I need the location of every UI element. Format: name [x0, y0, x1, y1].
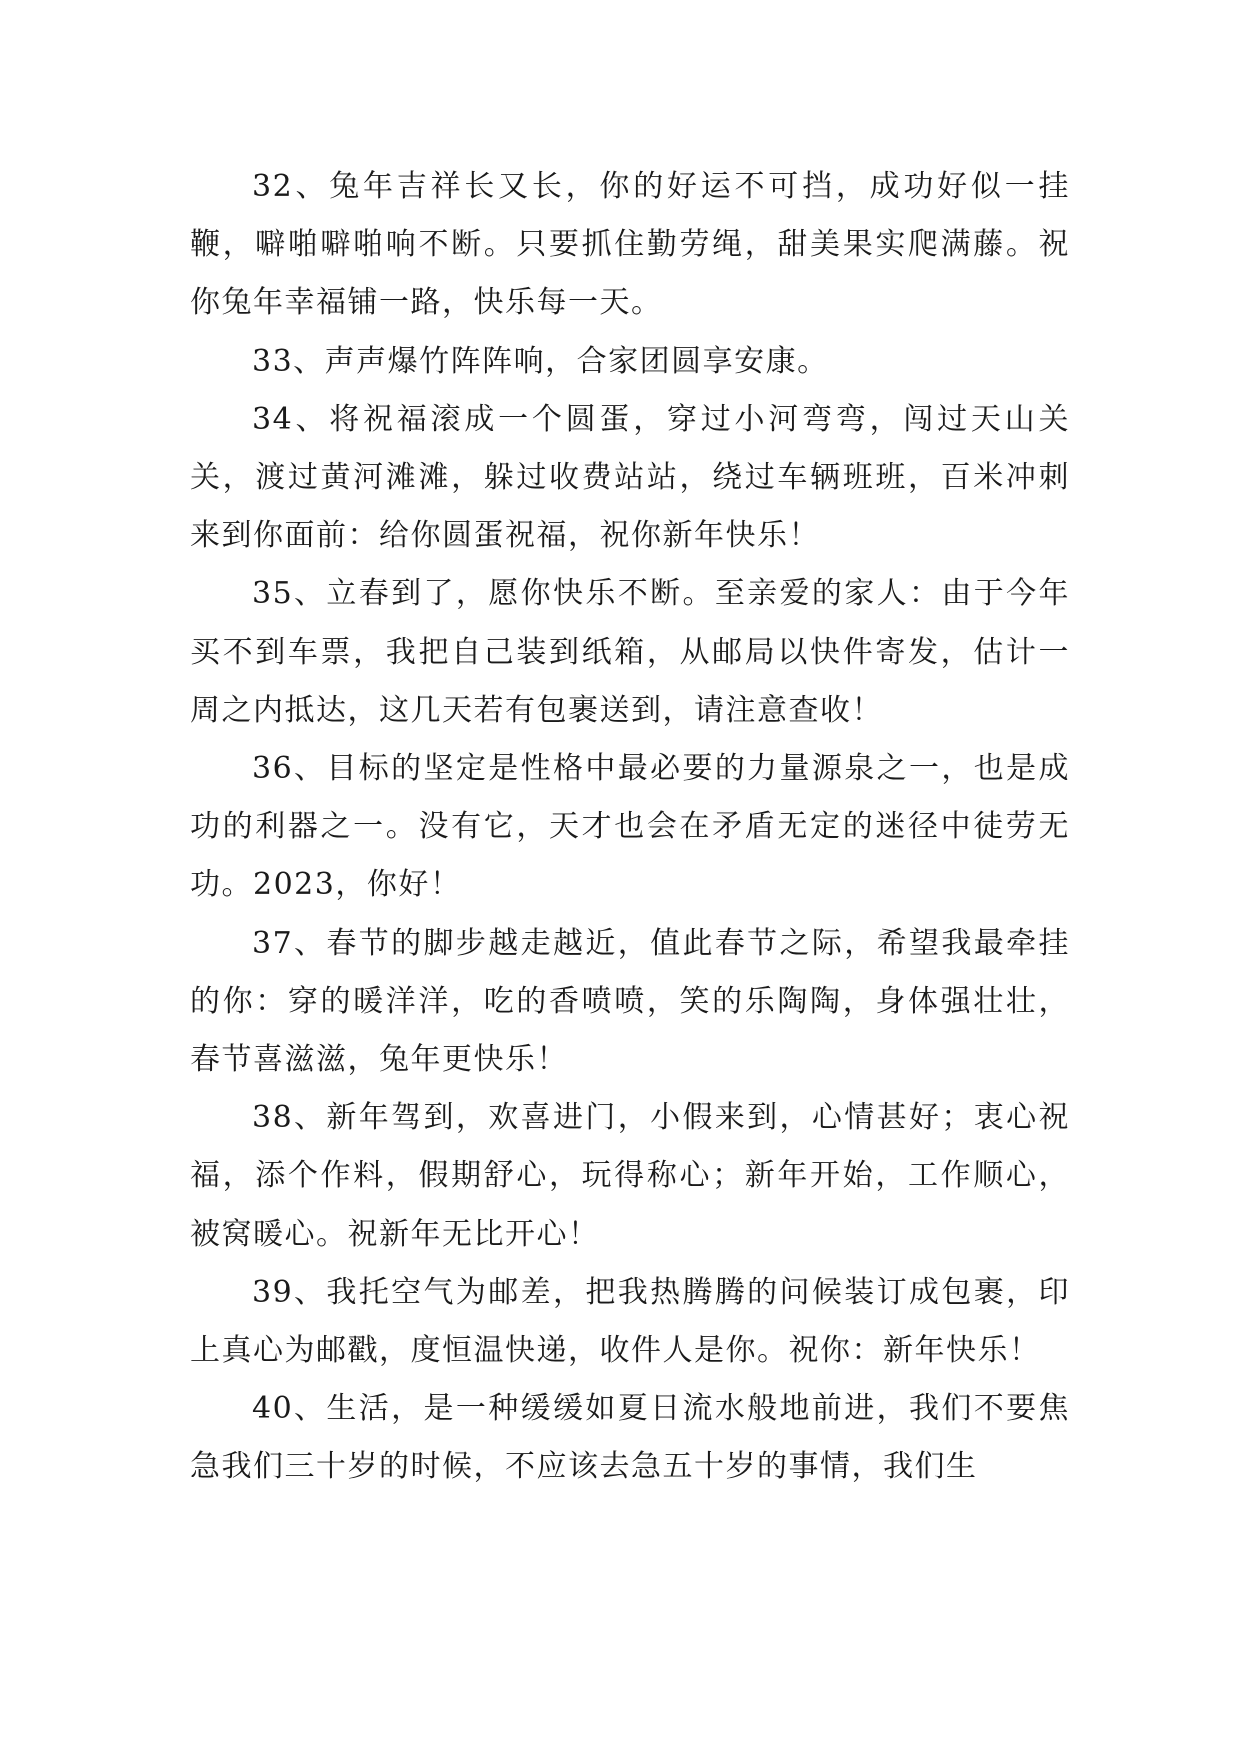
- paragraph-34: 34、将祝福滚成一个圆蛋，穿过小河弯弯，闯过天山关关，渡过黄河滩滩，躲过收费站站，绕过车辆班班，百米冲刺来到你面前：给你圆蛋祝福，祝你新年快乐！: [190, 401, 1070, 554]
- paragraph-32: 32、兔年吉祥长又长，你的好运不可挡，成功好似一挂鞭，噼啪噼啪响不断。只要抓住勤劳绳，甜美果实爬满藤。祝你兔年幸福铺一路，快乐每一天。: [190, 169, 1070, 321]
- paragraph-37: 37、春节的脚步越走越近，值此春节之际，希望我最牵挂的你：穿的暖洋洋，吃的香喷喷，笑的乐陶陶，身体强壮壮，春节喜滋滋，兔年更快乐！: [190, 925, 1070, 1078]
- paragraph-36: 36、目标的坚定是性格中最必要的力量源泉之一，也是成功的利器之一。没有它，天才也会在矛盾无定的迷径中徒劳无功。2023，你好！: [190, 751, 1070, 903]
- paragraph-33: 33、声声爆竹阵阵响，合家团圆享安康。: [252, 343, 829, 379]
- paragraph-39: 39、我托空气为邮差，把我热腾腾的问候装订成包裹，印上真心为邮戳，度恒温快递，收件人是你。祝你：新年快乐！: [190, 1274, 1070, 1369]
- document-body: [190, 158, 1070, 1497]
- paragraph-35: 35、立春到了，愿你快乐不断。至亲爱的家人：由于今年买不到车票，我把自己装到纸箱，从邮局以快件寄发，估计一周之内抵达，这几天若有包裹送到，请注意查收！: [190, 576, 1070, 728]
- paragraph-40: 40、生活，是一种缓缓如夏日流水般地前进，我们不要焦急我们三十岁的时候，不应该去急五十岁的事情，我们生: [190, 1391, 1070, 1485]
- paragraph-38: 38、新年驾到，欢喜进门，小假来到，心情甚好；衷心祝福，添个作料，假期舒心，玩得称心；新年开始，工作顺心，被窝暖心。祝新年无比开心！: [190, 1100, 1070, 1252]
